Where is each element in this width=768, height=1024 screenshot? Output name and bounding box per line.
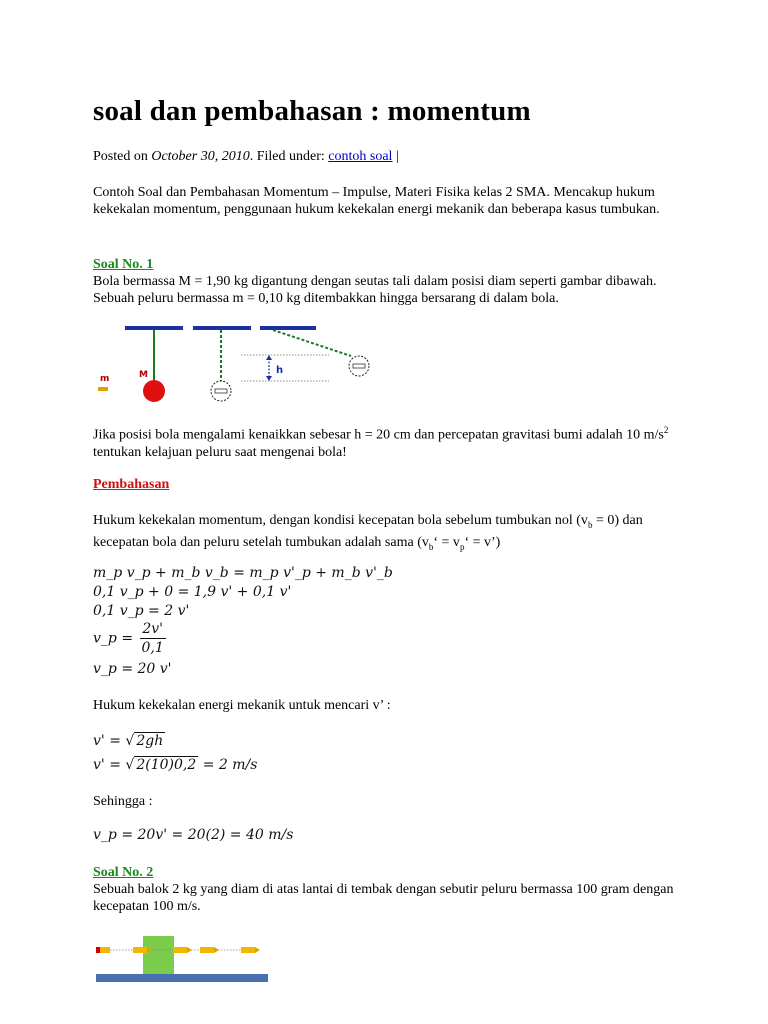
soal1-section <box>93 256 693 307</box>
bullet-1 <box>96 947 110 953</box>
ceiling-bar-3 <box>260 326 316 330</box>
soal1-text: Bola bermassa M = 1,90 kg digantung dengan seutas tali dalam posisi diam seperti gambar dibawah. Sebuah peluru bermassa m = 0,10 kg ditembakkan hingga bersarang di dalam bola. <box>93 274 657 306</box>
eq4-lhs: v_p = <box>93 630 134 647</box>
eq6-lhs: v' = <box>93 733 121 749</box>
equation-6: v' = √ 2gh <box>93 733 164 749</box>
page-title: soal dan pembahasan : momentum <box>93 95 531 127</box>
soal2-heading: Soal No. 2 <box>93 865 154 880</box>
label-M: M <box>139 370 148 380</box>
eq4-fraction <box>140 620 166 657</box>
ceiling-bar-1 <box>125 326 183 330</box>
posted-label: Posted on <box>93 149 148 164</box>
post-meta <box>93 148 693 165</box>
p1-sub-b: b <box>587 519 593 530</box>
eq7-rhs: = 2 m/s <box>198 757 258 773</box>
question-text-a: Jika posisi bola mengalami kenaikkan sebesar h = 20 cm dan percepatan gravitasi bumi adalah 10 m/s <box>93 427 664 443</box>
pembahasan-heading-block <box>93 476 693 493</box>
p1-d: ‘ = v’) <box>464 534 501 550</box>
p1-sub-p: p <box>459 541 465 552</box>
equation-8: v_p = 20v' = 20(2) = 40 m/s <box>93 827 294 843</box>
ball-M <box>143 380 165 402</box>
meta-separator: | <box>395 149 399 164</box>
intro-paragraph: Contoh Soal dan Pembahasan Momentum – Impulse, Materi Fisika kelas 2 SMA. Mencakup hukum kekekalan momentum, penggunaan hukum kekekalan energi mekanik dan beberapa kasus tumbukan. <box>93 185 660 217</box>
bullet-m <box>98 387 108 391</box>
eq7-root: 2(10)0,2 <box>136 757 197 773</box>
eq4-denominator: 0,1 <box>141 640 164 656</box>
soal1-heading: Soal No. 1 <box>93 257 154 272</box>
soal1-question <box>93 422 693 461</box>
post-date: October 30, 2010 <box>151 149 250 164</box>
pembahasan-heading: Pembahasan <box>93 477 170 492</box>
ceiling-bar-2 <box>193 326 251 330</box>
eq6-root: 2gh <box>136 733 164 749</box>
question-sup: 2 <box>663 425 669 435</box>
pembahasan-paragraph-1 <box>93 512 693 556</box>
p1-sub-b2: b <box>428 541 434 552</box>
eq4-numerator: 2v' <box>140 620 166 639</box>
bullet-3 <box>173 947 192 953</box>
eq7-lhs: v' = <box>93 757 121 773</box>
p1-a: Hukum kekekalan momentum, dengan kondisi kecepatan bola sebelum tumbukan nol (v <box>93 513 588 528</box>
pendulum-figure <box>93 318 373 404</box>
equation-7: v' = √ 2(10)0,2 = 2 m/s <box>93 757 258 773</box>
soal2-text: Sebuah balok 2 kg yang diam di atas lantai di tembak dengan sebutir peluru bermassa 100 gram dengan kecepatan 100 m/s. <box>93 882 674 914</box>
question-text-b: tentukan kelajuan peluru saat mengenai bola! <box>93 444 347 460</box>
bullet-5 <box>241 947 260 953</box>
floor <box>96 974 268 982</box>
label-m: m <box>100 374 110 384</box>
bullet-4 <box>200 947 219 953</box>
string-3 <box>273 330 351 356</box>
equation-4 <box>93 620 168 657</box>
equation-5: v_p = 20 v' <box>93 661 172 677</box>
block-2kg <box>143 936 174 974</box>
soal2-section <box>93 864 693 915</box>
pembahasan-paragraph-2: Hukum kekekalan energi mekanik untuk mencari v’ : <box>93 698 391 713</box>
p1-b: = 0) dan kecepatan bola dan peluru setelah tumbukan adalah sama (v <box>93 513 643 550</box>
pembahasan-paragraph-3: Sehingga : <box>93 794 153 809</box>
label-h: h <box>276 365 284 376</box>
p1-c: ‘ = v <box>433 534 460 550</box>
category-link[interactable]: contoh soal <box>328 149 393 164</box>
equation-1: m_p v_p + m_b v_b = m_p v'_p + m_b v'_b <box>93 565 393 581</box>
block-bullet-figure <box>93 930 273 986</box>
filed-label: . Filed under: <box>249 149 325 164</box>
equation-3: 0,1 v_p = 2 v' <box>93 603 190 619</box>
equation-2: 0,1 v_p + 0 = 1,9 v' + 0,1 v' <box>93 584 292 600</box>
